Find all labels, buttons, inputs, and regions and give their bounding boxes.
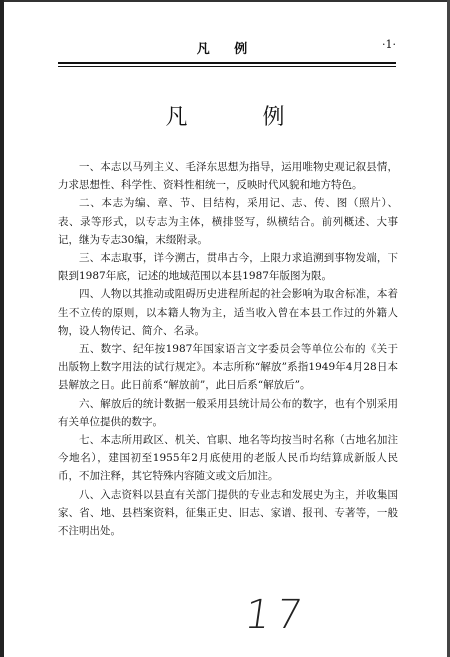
page-title: 凡 例 — [165, 105, 319, 130]
running-title: 凡 例 — [196, 42, 258, 57]
scan-edge-left — [0, 0, 4, 657]
scan-edge-top — [0, 0, 450, 2]
header-rule-thick — [58, 62, 396, 64]
paragraph-5: 五、数字、纪年按1987年国家语言文字委员会等单位公布的《关于出版物上数字用法的试行规定》。本志所称“解放”系指1949年4月28日本县解放之日。此日前系“解放前”，此日后系“解放后”。 — [58, 343, 398, 392]
paragraph-4: 四、人物以其推动或阻碍历史进程所起的社会影响为取舍标准，本着生不立传的原则，以本籍人物为主，适当收入曾在本县工作过的外籍人物，设人物传记、简介、名录。 — [58, 288, 398, 337]
paragraph-2: 二、本志为编、章、节、目结构，采用记、志、传、图（照片）、表、录等形式，以专志为主体，横排竖写，纵横结合。前列概述、大事记，继为专志30编，末缀附录。 — [58, 197, 398, 246]
handwritten-page-mark: 17 — [241, 592, 312, 638]
paragraph-6: 六、解放后的统计数据一般采用县统计局公布的数字，也有个别采用有关单位提供的数字。 — [58, 397, 398, 428]
paragraph-3: 三、本志取事，详今溯古，贯串古今，上限力求追溯到事物发端，下限到1987年底，记述的地域范围以本县1987年版图为限。 — [58, 252, 398, 283]
page-number: ·1· — [382, 38, 396, 51]
paragraph-8: 八、入志资料以县直有关部门提供的专业志和发展史为主，并收集国家、省、地、县档案资料，征集正史、旧志、家谱、报刊、专著等，一般不注明出处。 — [58, 488, 398, 538]
running-header — [58, 38, 396, 60]
paragraph-7: 七、本志所用政区、机关、官职、地名等均按当时名称（古地名加注今地名），建国初至1955年2月底使用的老版人民币均结算成新版人民币，不加注释，其它特殊内容随文或文后加注。 — [58, 434, 398, 483]
body-text — [58, 158, 398, 540]
paragraph-1: 一、本志以马列主义、毛泽东思想为指导，运用唯物史观记叙县情，力求思想性、科学性、资料性相统一，反映时代风貌和地方特色。 — [58, 161, 398, 192]
header-rule-thin — [58, 66, 396, 67]
